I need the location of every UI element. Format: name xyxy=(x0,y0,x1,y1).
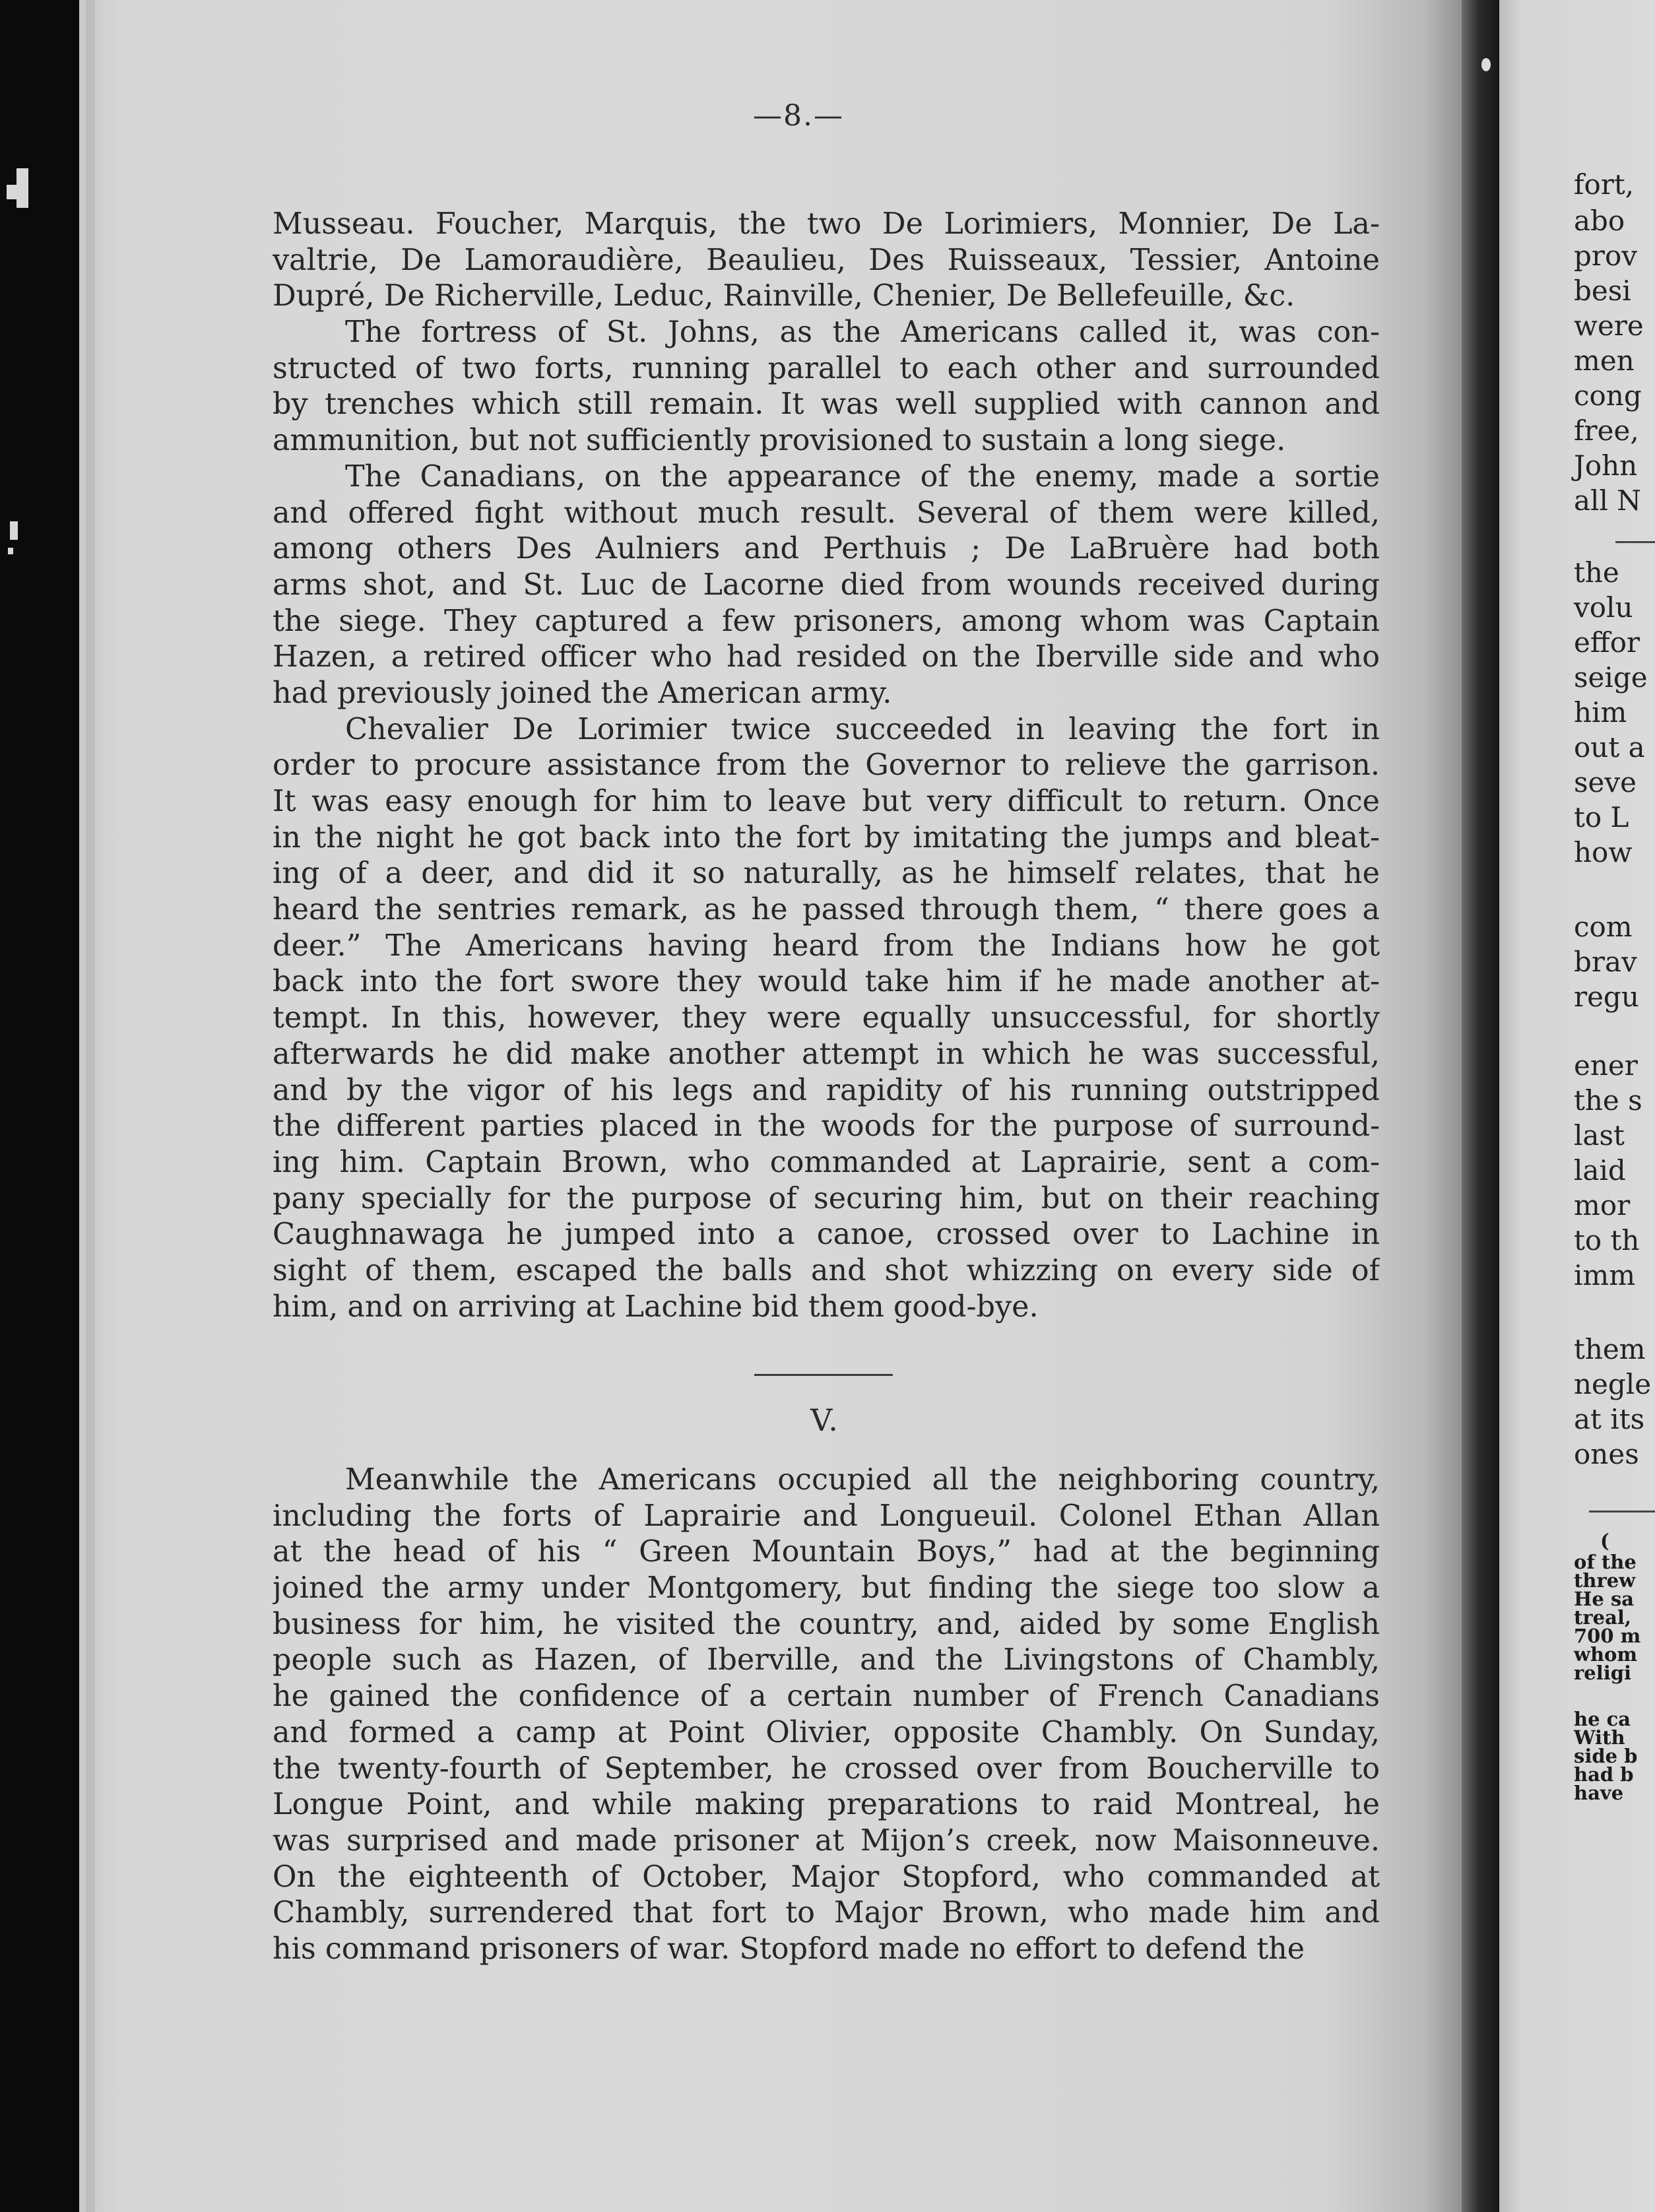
text-line: the twenty-fourth of September, he crossed over from Boucherville to xyxy=(273,1751,1380,1786)
section-divider xyxy=(754,1374,893,1376)
text-line: and offered fight without much result. Several of them were killed, xyxy=(273,496,1380,530)
text-line: valtrie, De Lamoraudière, Beaulieu, Des Ruisseaux, Tessier, Antoine xyxy=(273,243,1380,277)
facing-page-line: were xyxy=(1574,309,1644,342)
facing-page-line: all N xyxy=(1574,484,1642,517)
facing-page-line: ener xyxy=(1574,1049,1638,1082)
text-line: by trenches which still remain. It was well supplied with cannon and xyxy=(273,387,1380,422)
facing-page-footnote-line: had b xyxy=(1574,1763,1634,1786)
text-line: among others Des Aulniers and Perthuis ; De LaBruère had both xyxy=(273,532,1380,566)
facing-page-footnote-line: treal, xyxy=(1574,1606,1632,1629)
text-line: the siege. They captured a few prisoners, among whom was Captain xyxy=(273,604,1380,638)
page-number: —8.— xyxy=(753,99,844,133)
text-line: back into the fort swore they would take him if he made another at- xyxy=(273,965,1380,999)
text-line: pany specially for the purpose of securing him, but on their reaching xyxy=(273,1181,1380,1216)
text-line: him, and on arriving at Lachine bid them good-bye. xyxy=(273,1289,1039,1324)
text-line: order to procure assistance from the Governor to relieve the garrison. xyxy=(273,748,1380,783)
facing-page-footnote-line: he ca xyxy=(1574,1708,1631,1730)
text-line: afterwards he did make another attempt in which he was successful, xyxy=(273,1037,1380,1071)
facing-page-line: laid xyxy=(1574,1154,1626,1187)
facing-page-footnote-line: threw xyxy=(1574,1569,1636,1592)
facing-page-line: to th xyxy=(1574,1224,1640,1256)
facing-page-rule xyxy=(1615,541,1655,543)
section-heading: V. xyxy=(810,1402,839,1438)
facing-page-line: besi xyxy=(1574,275,1631,307)
text-line: in the night he got back into the fort by imitating the jumps and bleat- xyxy=(273,820,1380,855)
facing-page-line: ones xyxy=(1574,1438,1639,1470)
text-line: and by the vigor of his legs and rapidity of his running outstripped xyxy=(273,1073,1380,1107)
facing-page-line: seve xyxy=(1574,766,1637,798)
text-line: arms shot, and St. Luc de Lacorne died from wounds received during xyxy=(273,568,1380,602)
facing-page-line: com xyxy=(1574,911,1633,943)
text-line: tempt. In this, however, they were equally unsuccessful, for shortly xyxy=(273,1001,1380,1035)
text-line: ing of a deer, and did it so naturally, as he himself relates, that he xyxy=(273,857,1380,891)
text-line: sight of them, escaped the balls and shot whizzing on every side of xyxy=(273,1253,1380,1287)
text-line: ammunition, but not sufficiently provisioned to sustain a long siege. xyxy=(273,424,1286,458)
scan-speck xyxy=(8,548,13,554)
facing-page-line: imm xyxy=(1574,1259,1636,1291)
gutter-mark xyxy=(1481,58,1491,71)
facing-page-footnote-line: With xyxy=(1574,1726,1625,1749)
text-line: the different parties placed in the woods for the purpose of surround- xyxy=(273,1109,1380,1144)
text-line: at the head of his “ Green Mountain Boys,” had at the beginning xyxy=(273,1535,1380,1569)
text-line: Chambly, surrendered that fort to Major Brown, who made him and xyxy=(273,1896,1380,1930)
body-text-before-section xyxy=(273,207,1380,1325)
facing-page-footnote-line: 700 m xyxy=(1574,1625,1641,1647)
facing-page-line: mor xyxy=(1574,1189,1631,1221)
text-line: including the forts of Laprairie and Longueuil. Colonel Ethan Allan xyxy=(273,1499,1380,1533)
text-line: The fortress of St. Johns, as the Americans called it, was con- xyxy=(345,315,1380,350)
text-line: Longue Point, and while making preparations to raid Montreal, he xyxy=(273,1788,1380,1822)
text-line: and formed a camp at Point Olivier, opposite Chambly. On Sunday, xyxy=(273,1715,1380,1749)
text-line: deer.” The Americans having heard from the Indians how he got xyxy=(273,928,1380,963)
text-line: heard the sentries remark, as he passed through them, “ there goes a xyxy=(273,893,1380,927)
facing-page-line: last xyxy=(1574,1119,1625,1152)
facing-page-rule xyxy=(1589,1511,1655,1513)
facing-page-footnote-line: religi xyxy=(1574,1662,1632,1684)
facing-page-line: volu xyxy=(1574,591,1633,624)
facing-page-line: men xyxy=(1574,344,1635,377)
facing-page-line: effor xyxy=(1574,626,1640,659)
facing-page-line: brav xyxy=(1574,946,1637,978)
facing-page-line: to L xyxy=(1574,801,1629,833)
facing-page-line: negle xyxy=(1574,1368,1652,1400)
text-line: Caughnawaga he jumped into a canoe, crossed over to Lachine in xyxy=(273,1218,1380,1252)
facing-page-line: the s xyxy=(1574,1084,1642,1117)
text-line: was surprised and made prisoner at Mijon’s creek, now Maisonneuve. xyxy=(273,1823,1380,1858)
text-line: Chevalier De Lorimier twice succeeded in leaving the fort in xyxy=(345,712,1380,746)
text-line: On the eighteenth of October, Major Stopford, who commanded at xyxy=(273,1860,1380,1894)
text-line: his command prisoners of war. Stopford made no effort to defend the xyxy=(273,1932,1305,1966)
facing-page-footnote-line: He sa xyxy=(1574,1588,1635,1610)
text-line: he gained the confidence of a certain number of French Canadians xyxy=(273,1679,1380,1714)
facing-page-line: prov xyxy=(1574,240,1637,272)
text-line: joined the army under Montgomery, but finding the siege too slow a xyxy=(273,1571,1380,1606)
facing-page-line: at its xyxy=(1574,1403,1645,1435)
scan-left-margin xyxy=(0,0,82,2212)
scan-speck xyxy=(7,185,24,199)
body-text-after-section xyxy=(273,1462,1380,1968)
facing-page-line: abo xyxy=(1574,205,1625,237)
scan-speck xyxy=(10,521,18,540)
facing-page-line: how xyxy=(1574,836,1633,868)
facing-page-line: seige xyxy=(1574,661,1648,694)
text-line: people such as Hazen, of Iberville, and the Livingstons of Chambly, xyxy=(273,1643,1380,1677)
facing-page-line: out a xyxy=(1574,731,1645,764)
facing-page-line: regu xyxy=(1574,981,1639,1013)
facing-page-footnote-line: have xyxy=(1574,1782,1624,1804)
text-line: Hazen, a retired officer who had resided on the Iberville side and who xyxy=(273,640,1380,674)
text-line: It was easy enough for him to leave but very difficult to return. Once xyxy=(273,785,1380,818)
facing-page-footnote-line: ( xyxy=(1600,1530,1609,1552)
facing-page-line: cong xyxy=(1574,379,1642,412)
text-line: Dupré, De Richerville, Leduc, Rainville, Chenier, De Bellefeuille, &c. xyxy=(273,279,1295,313)
facing-page-line: them xyxy=(1574,1333,1646,1365)
text-line: business for him, he visited the country, and, aided by some English xyxy=(273,1607,1380,1641)
text-line: structed of two forts, running parallel to each other and surrounded xyxy=(273,351,1380,385)
facing-page-line: John xyxy=(1574,449,1638,482)
facing-page-line: the xyxy=(1574,556,1619,589)
book-gutter xyxy=(1462,0,1501,2212)
text-line: Meanwhile the Americans occupied all the neighboring country, xyxy=(345,1463,1380,1497)
facing-page-line: free, xyxy=(1574,414,1639,447)
text-line: The Canadians, on the appearance of the enemy, made a sortie xyxy=(345,459,1380,494)
facing-page-footnote-line: whom xyxy=(1574,1643,1638,1666)
facing-page-footnote-line: of the xyxy=(1574,1551,1637,1573)
facing-page-line: him xyxy=(1574,696,1627,729)
text-line: ing him. Captain Brown, who commanded at Laprairie, sent a com- xyxy=(273,1145,1380,1179)
facing-page-footnote-line: side b xyxy=(1574,1745,1638,1767)
facing-page-line: fort, xyxy=(1574,168,1635,201)
text-line: had previously joined the American army. xyxy=(273,676,892,710)
text-line: Musseau. Foucher, Marquis, the two De Lorimiers, Monnier, De La- xyxy=(273,207,1380,241)
